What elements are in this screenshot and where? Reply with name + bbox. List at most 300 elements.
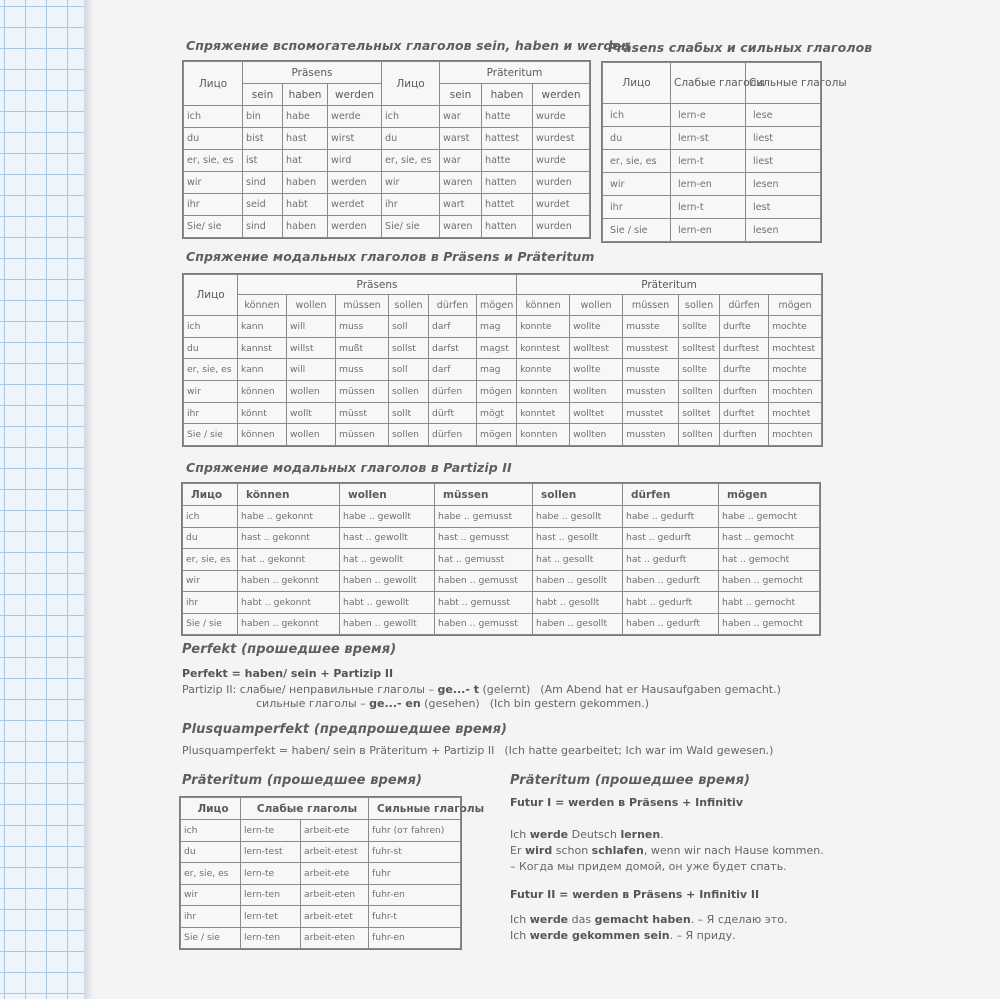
table-row [603, 150, 821, 173]
p2-col-header: sollen [533, 484, 623, 506]
table-cell: mochtet [769, 402, 822, 424]
partizip2-table [182, 483, 820, 635]
futur1-example2 [510, 844, 824, 857]
ws-col-header: Слабые глаголы [671, 63, 746, 104]
table-cell: werde [328, 106, 382, 128]
praet-col-header: Лицо [181, 798, 241, 820]
modal-group-praesens: Präsens [238, 275, 517, 295]
heading-perfekt: Perfekt (прошедшее время) [182, 642, 397, 657]
table-cell: hast .. gemocht [719, 527, 820, 549]
table-cell: sollten [679, 381, 720, 403]
table-cell: konntet [517, 402, 570, 424]
table-cell: arbeit-ete [301, 863, 369, 885]
f1-l2-e: , wenn wir nach Hause kommen. [643, 844, 824, 857]
table-cell: werden [328, 216, 382, 238]
table-cell: wollten [570, 381, 623, 403]
heading-plusquamperfekt: Plusquamperfekt (предпрошедшее время) [182, 722, 508, 737]
f1-l1-b: werde [529, 828, 569, 841]
modal-col-header: dürfen [429, 295, 477, 316]
table-row [183, 592, 820, 614]
table-cell: durfte [720, 359, 769, 381]
table-cell: konnten [517, 424, 570, 446]
praet-col-header: Слабые глаголы [241, 798, 369, 820]
table-cell: hat [283, 150, 328, 172]
aux-col-header: werden [328, 84, 382, 106]
plusq-line [182, 744, 773, 757]
table-cell: du [603, 127, 671, 150]
table-cell: wurde [533, 150, 590, 172]
perfekt-strong-example-word: (gesehen) [420, 697, 480, 710]
f1-l2-b: wird [524, 844, 553, 857]
f1-l2-c: schon [552, 844, 592, 857]
table-cell: wollen [287, 424, 336, 446]
table-cell: willst [287, 337, 336, 359]
aux-person-header-2: Лицо [382, 62, 440, 106]
table-cell: warst [440, 128, 482, 150]
table-cell: hattest [482, 128, 533, 150]
table-cell: sollen [389, 381, 429, 403]
table-cell: hat .. gemocht [719, 549, 820, 571]
table-cell: Sie/ sie [184, 216, 243, 238]
modal-verbs-table [183, 274, 822, 446]
table-cell: lern-en [671, 173, 746, 196]
table-cell: lern-ten [241, 927, 301, 949]
heading-praeteritum-left: Präteritum (прошедшее время) [182, 773, 423, 788]
table-cell: war [440, 106, 482, 128]
table-cell: mochte [769, 316, 822, 338]
table-row [184, 381, 822, 403]
modal-col-header: können [517, 295, 570, 316]
table-cell: ich [603, 104, 671, 127]
table-cell: hast .. gemusst [435, 527, 533, 549]
table-cell: konnten [517, 381, 570, 403]
modal-col-header: sollen [389, 295, 429, 316]
table-cell: wurden [533, 216, 590, 238]
modal-col-header: müssen [336, 295, 389, 316]
table-row [184, 106, 590, 128]
table-cell: will [287, 359, 336, 381]
p2-col-header: wollen [340, 484, 435, 506]
modal-col-header: mögen [769, 295, 822, 316]
table-cell: ihr [181, 906, 241, 928]
table-cell: mag [477, 359, 517, 381]
table-cell: darf [429, 359, 477, 381]
table-cell: liest [746, 150, 821, 173]
table-row [183, 506, 820, 528]
perfekt-weak-affix: ge...- t [437, 683, 479, 696]
perfekt-strong-example: (Ich bin gestern gekommen.) [489, 697, 650, 710]
f2-l2-b: werde gekommen sein [529, 929, 670, 942]
table-cell: durftet [720, 402, 769, 424]
table-cell: hast .. gewollt [340, 527, 435, 549]
heading-praesens-weak-strong: Präsens слабых и сильных глаголов [608, 40, 873, 55]
table-cell: müssen [336, 424, 389, 446]
table-cell: wir [184, 381, 238, 403]
table-cell: werdet [328, 194, 382, 216]
table-cell: lern-e [671, 104, 746, 127]
table-cell: hast [283, 128, 328, 150]
modal-col-header: wollen [287, 295, 336, 316]
table-cell: fuhr [369, 863, 461, 885]
table-row [184, 424, 822, 446]
table-row [603, 196, 821, 219]
modal-col-header: können [238, 295, 287, 316]
table-cell: lest [746, 196, 821, 219]
table-row [184, 402, 822, 424]
f1-l2-a: Er [510, 844, 525, 857]
table-cell: lern-en [671, 219, 746, 242]
table-cell: ihr [382, 194, 440, 216]
table-cell: wird [328, 150, 382, 172]
table-row [181, 906, 461, 928]
table-cell: hast .. gekonnt [238, 527, 340, 549]
f1-l1-a: Ich [510, 828, 530, 841]
table-cell: können [238, 424, 287, 446]
table-row [184, 359, 822, 381]
table-row [183, 549, 820, 571]
table-row [181, 863, 461, 885]
table-cell: sollte [679, 359, 720, 381]
f2-l1-e: . – Я сделаю это. [690, 913, 788, 926]
table-cell: Sie/ sie [382, 216, 440, 238]
graph-paper-margin [0, 0, 84, 999]
table-cell: Sie / sie [181, 927, 241, 949]
table-cell: haben .. gemocht [719, 570, 820, 592]
heading-modal-praesens-praeteritum: Спряжение модальных глаголов в Präsens и Präteritum [186, 249, 595, 264]
perfekt-weak-line [182, 683, 781, 696]
table-cell: sollten [679, 424, 720, 446]
table-row [184, 128, 590, 150]
table-cell: er, sie, es [181, 863, 241, 885]
table-cell: wurdest [533, 128, 590, 150]
f2-l1-b: werde [529, 913, 569, 926]
perfekt-formula-text: Perfekt = haben/ sein + Partizip II [182, 667, 394, 680]
aux-group-praeteritum: Präteritum [440, 62, 590, 84]
table-cell: hatten [482, 172, 533, 194]
table-cell: hast .. gedurft [623, 527, 719, 549]
table-cell: ich [183, 506, 238, 528]
table-cell: könnt [238, 402, 287, 424]
aux-verbs-table [183, 61, 590, 238]
table-cell: hat .. gemusst [435, 549, 533, 571]
table-cell: wir [382, 172, 440, 194]
table-cell: magst [477, 337, 517, 359]
aux-col-header: sein [243, 84, 283, 106]
p2-col-header: können [238, 484, 340, 506]
table-cell: hatte [482, 106, 533, 128]
table-cell: er, sie, es [183, 549, 238, 571]
perfekt-weak-label: Partizip II: слабые/ неправильные глаголы – [182, 683, 438, 696]
table-cell: ist [243, 150, 283, 172]
table-cell: sollst [389, 337, 429, 359]
table-cell: ihr [184, 194, 243, 216]
table-cell: liest [746, 127, 821, 150]
table-cell: habe .. gewollt [340, 506, 435, 528]
futur2-example2 [510, 929, 736, 942]
table-cell: fuhr-t [369, 906, 461, 928]
table-cell: musstest [623, 337, 679, 359]
praesens-weak-strong-table [602, 62, 847, 242]
table-cell: kann [238, 316, 287, 338]
table-cell: haben .. gewollt [340, 570, 435, 592]
table-cell: lern-ten [241, 884, 301, 906]
table-cell: habe [283, 106, 328, 128]
table-cell: durftest [720, 337, 769, 359]
table-cell: lern-st [671, 127, 746, 150]
table-cell: haben .. gemusst [435, 570, 533, 592]
table-cell: sollte [679, 316, 720, 338]
table-cell: haben .. gedurft [623, 613, 719, 635]
table-cell: fuhr (от fahren) [369, 820, 461, 842]
table-cell: mögen [477, 424, 517, 446]
p2-col-header: Лицо [183, 484, 238, 506]
table-cell: hat .. gesollt [533, 549, 623, 571]
praeteritum-table [180, 797, 485, 949]
modal-col-header: wollen [570, 295, 623, 316]
table-cell: musste [623, 316, 679, 338]
table-cell: habt .. gewollt [340, 592, 435, 614]
table-cell: lern-te [241, 820, 301, 842]
aux-col-header: haben [283, 84, 328, 106]
modal-col-header: sollen [679, 295, 720, 316]
table-row [181, 841, 461, 863]
table-cell: wolltest [570, 337, 623, 359]
table-cell: wollt [287, 402, 336, 424]
table-cell: muss [336, 316, 389, 338]
table-cell: ich [184, 316, 238, 338]
plusq-formula: Plusquamperfekt = haben/ sein в Präteritum + Partizip II [182, 744, 495, 757]
table-cell: konntest [517, 337, 570, 359]
table-cell: habe .. gemusst [435, 506, 533, 528]
table-cell: muss [336, 359, 389, 381]
ws-col-header: Сильные глаголы [746, 63, 821, 104]
aux-group-praesens: Präsens [243, 62, 382, 84]
table-cell: war [440, 150, 482, 172]
table-cell: habe .. gesollt [533, 506, 623, 528]
futur2-formula-text: Futur II = werden в Präsens + Infinitiv II [510, 888, 760, 901]
table-cell: solltest [679, 337, 720, 359]
aux-col-header: werden [533, 84, 590, 106]
table-cell: dürft [429, 402, 477, 424]
table-cell: haben .. gewollt [340, 613, 435, 635]
table-cell: fuhr-st [369, 841, 461, 863]
table-cell: ich [184, 106, 243, 128]
modal-person-header: Лицо [184, 275, 238, 316]
table-cell: wir [603, 173, 671, 196]
f2-l1-a: Ich [510, 913, 530, 926]
table-cell: arbeit-etest [301, 841, 369, 863]
table-cell: durfte [720, 316, 769, 338]
f2-l2-c: . – Я приду. [669, 929, 736, 942]
table-cell: sollt [389, 402, 429, 424]
table-cell: arbeit-eten [301, 884, 369, 906]
table-cell: er, sie, es [382, 150, 440, 172]
table-row [184, 150, 590, 172]
table-row [184, 316, 822, 338]
f1-l1-d: lernen [620, 828, 661, 841]
futur2-formula [510, 888, 759, 901]
table-cell: er, sie, es [184, 150, 243, 172]
table-cell: wart [440, 194, 482, 216]
table-cell: du [183, 527, 238, 549]
table-row [184, 216, 590, 238]
table-cell: lesen [746, 219, 821, 242]
table-cell: wollte [570, 316, 623, 338]
table-cell: haben [283, 216, 328, 238]
table-row [603, 104, 821, 127]
table-cell: habt .. gemocht [719, 592, 820, 614]
table-cell: habe .. gekonnt [238, 506, 340, 528]
table-cell: ich [181, 820, 241, 842]
heading-aux-verbs: Спряжение вспомогательных глаголов sein, haben и werden [186, 38, 630, 53]
table-row [603, 219, 821, 242]
table-cell: haben .. gekonnt [238, 613, 340, 635]
page-edge-shadow [84, 0, 94, 999]
table-cell: wirst [328, 128, 382, 150]
table-cell: darfst [429, 337, 477, 359]
f1-l1-c: Deutsch [568, 828, 621, 841]
table-cell: durften [720, 381, 769, 403]
table-cell: wir [183, 570, 238, 592]
futur1-formula [510, 796, 743, 809]
table-cell: mögt [477, 402, 517, 424]
table-cell: du [184, 337, 238, 359]
table-cell: haben .. gesollt [533, 613, 623, 635]
p2-col-header: müssen [435, 484, 533, 506]
f1-l2-d: schlafen [591, 844, 644, 857]
table-cell: sind [243, 172, 283, 194]
table-cell: lern-test [241, 841, 301, 863]
table-cell: will [287, 316, 336, 338]
table-cell: wir [184, 172, 243, 194]
perfekt-weak-example-word: (gelernt) [479, 683, 531, 696]
table-cell: müssen [336, 381, 389, 403]
aux-col-header: sein [440, 84, 482, 106]
table-cell: dürfen [429, 424, 477, 446]
table-cell: mochtest [769, 337, 822, 359]
table-cell: wurdet [533, 194, 590, 216]
table-cell: lern-t [671, 150, 746, 173]
table-cell: haben .. gedurft [623, 570, 719, 592]
table-cell: haben .. gemusst [435, 613, 533, 635]
table-cell: arbeit-eten [301, 927, 369, 949]
table-cell: werden [328, 172, 382, 194]
f2-l1-d: gemacht haben [594, 913, 691, 926]
f1-l1-e: . [660, 828, 664, 841]
table-cell: du [181, 841, 241, 863]
table-cell: Sie / sie [183, 613, 238, 635]
table-cell: mochten [769, 424, 822, 446]
table-cell: seid [243, 194, 283, 216]
table-cell: lern-te [241, 863, 301, 885]
table-cell: sind [243, 216, 283, 238]
table-cell: soll [389, 359, 429, 381]
perfekt-strong-label: сильные глаголы – [256, 697, 370, 710]
table-cell: habt .. gedurft [623, 592, 719, 614]
p2-col-header: mögen [719, 484, 820, 506]
table-cell: ihr [183, 592, 238, 614]
table-cell: kann [238, 359, 287, 381]
ws-col-header: Лицо [603, 63, 671, 104]
table-cell: lesen [746, 173, 821, 196]
perfekt-strong-line [256, 697, 649, 710]
table-cell: waren [440, 216, 482, 238]
table-cell: wollte [570, 359, 623, 381]
table-cell: sollen [389, 424, 429, 446]
table-cell: du [382, 128, 440, 150]
table-row [183, 570, 820, 592]
table-cell: ihr [184, 402, 238, 424]
aux-col-header: haben [482, 84, 533, 106]
table-cell: haben .. gekonnt [238, 570, 340, 592]
table-row [183, 527, 820, 549]
table-cell: habe .. gemocht [719, 506, 820, 528]
table-cell: wolltet [570, 402, 623, 424]
table-cell: mochte [769, 359, 822, 381]
modal-col-header: mögen [477, 295, 517, 316]
table-cell: mussten [623, 381, 679, 403]
plusq-example: (Ich hatte gearbeitet; Ich war im Wald gewesen.) [504, 744, 774, 757]
table-cell: hast .. gesollt [533, 527, 623, 549]
modal-group-praeteritum: Präteritum [517, 275, 822, 295]
table-cell: lern-tet [241, 906, 301, 928]
table-cell: habt .. gemusst [435, 592, 533, 614]
table-cell: fuhr-en [369, 884, 461, 906]
futur1-example1 [510, 828, 664, 841]
table-cell: hattet [482, 194, 533, 216]
table-cell: waren [440, 172, 482, 194]
table-row [181, 927, 461, 949]
table-cell: haben .. gemocht [719, 613, 820, 635]
table-cell: habe .. gedurft [623, 506, 719, 528]
modal-col-header: müssen [623, 295, 679, 316]
aux-person-header: Лицо [184, 62, 243, 106]
futur1-translation: – Когда мы придем домой, он уже будет спать. [510, 860, 787, 873]
table-cell: wir [181, 884, 241, 906]
table-cell: ihr [603, 196, 671, 219]
f2-l2-a: Ich [510, 929, 530, 942]
table-cell: mag [477, 316, 517, 338]
table-cell: durften [720, 424, 769, 446]
table-row [603, 127, 821, 150]
table-cell: hat .. gedurft [623, 549, 719, 571]
table-cell: dürfen [429, 381, 477, 403]
table-cell: haben [283, 172, 328, 194]
table-cell: soll [389, 316, 429, 338]
futur1-formula-text: Futur I = werden в Präsens + Infinitiv [510, 796, 743, 809]
praet-col-header: Сильные глаголы [369, 798, 461, 820]
table-cell: mochten [769, 381, 822, 403]
table-cell: mussten [623, 424, 679, 446]
perfekt-formula [182, 667, 393, 680]
table-cell: musste [623, 359, 679, 381]
table-cell: Sie / sie [603, 219, 671, 242]
table-cell: konnte [517, 316, 570, 338]
table-cell: ich [382, 106, 440, 128]
table-row [183, 613, 820, 635]
futur2-example1 [510, 913, 787, 926]
table-cell: hat .. gekonnt [238, 549, 340, 571]
table-cell: er, sie, es [603, 150, 671, 173]
table-cell: hatten [482, 216, 533, 238]
table-cell: arbeit-etet [301, 906, 369, 928]
table-cell: habt .. gesollt [533, 592, 623, 614]
table-cell: wurde [533, 106, 590, 128]
table-cell: lern-t [671, 196, 746, 219]
table-row [184, 172, 590, 194]
table-cell: habt .. gekonnt [238, 592, 340, 614]
table-cell: bin [243, 106, 283, 128]
